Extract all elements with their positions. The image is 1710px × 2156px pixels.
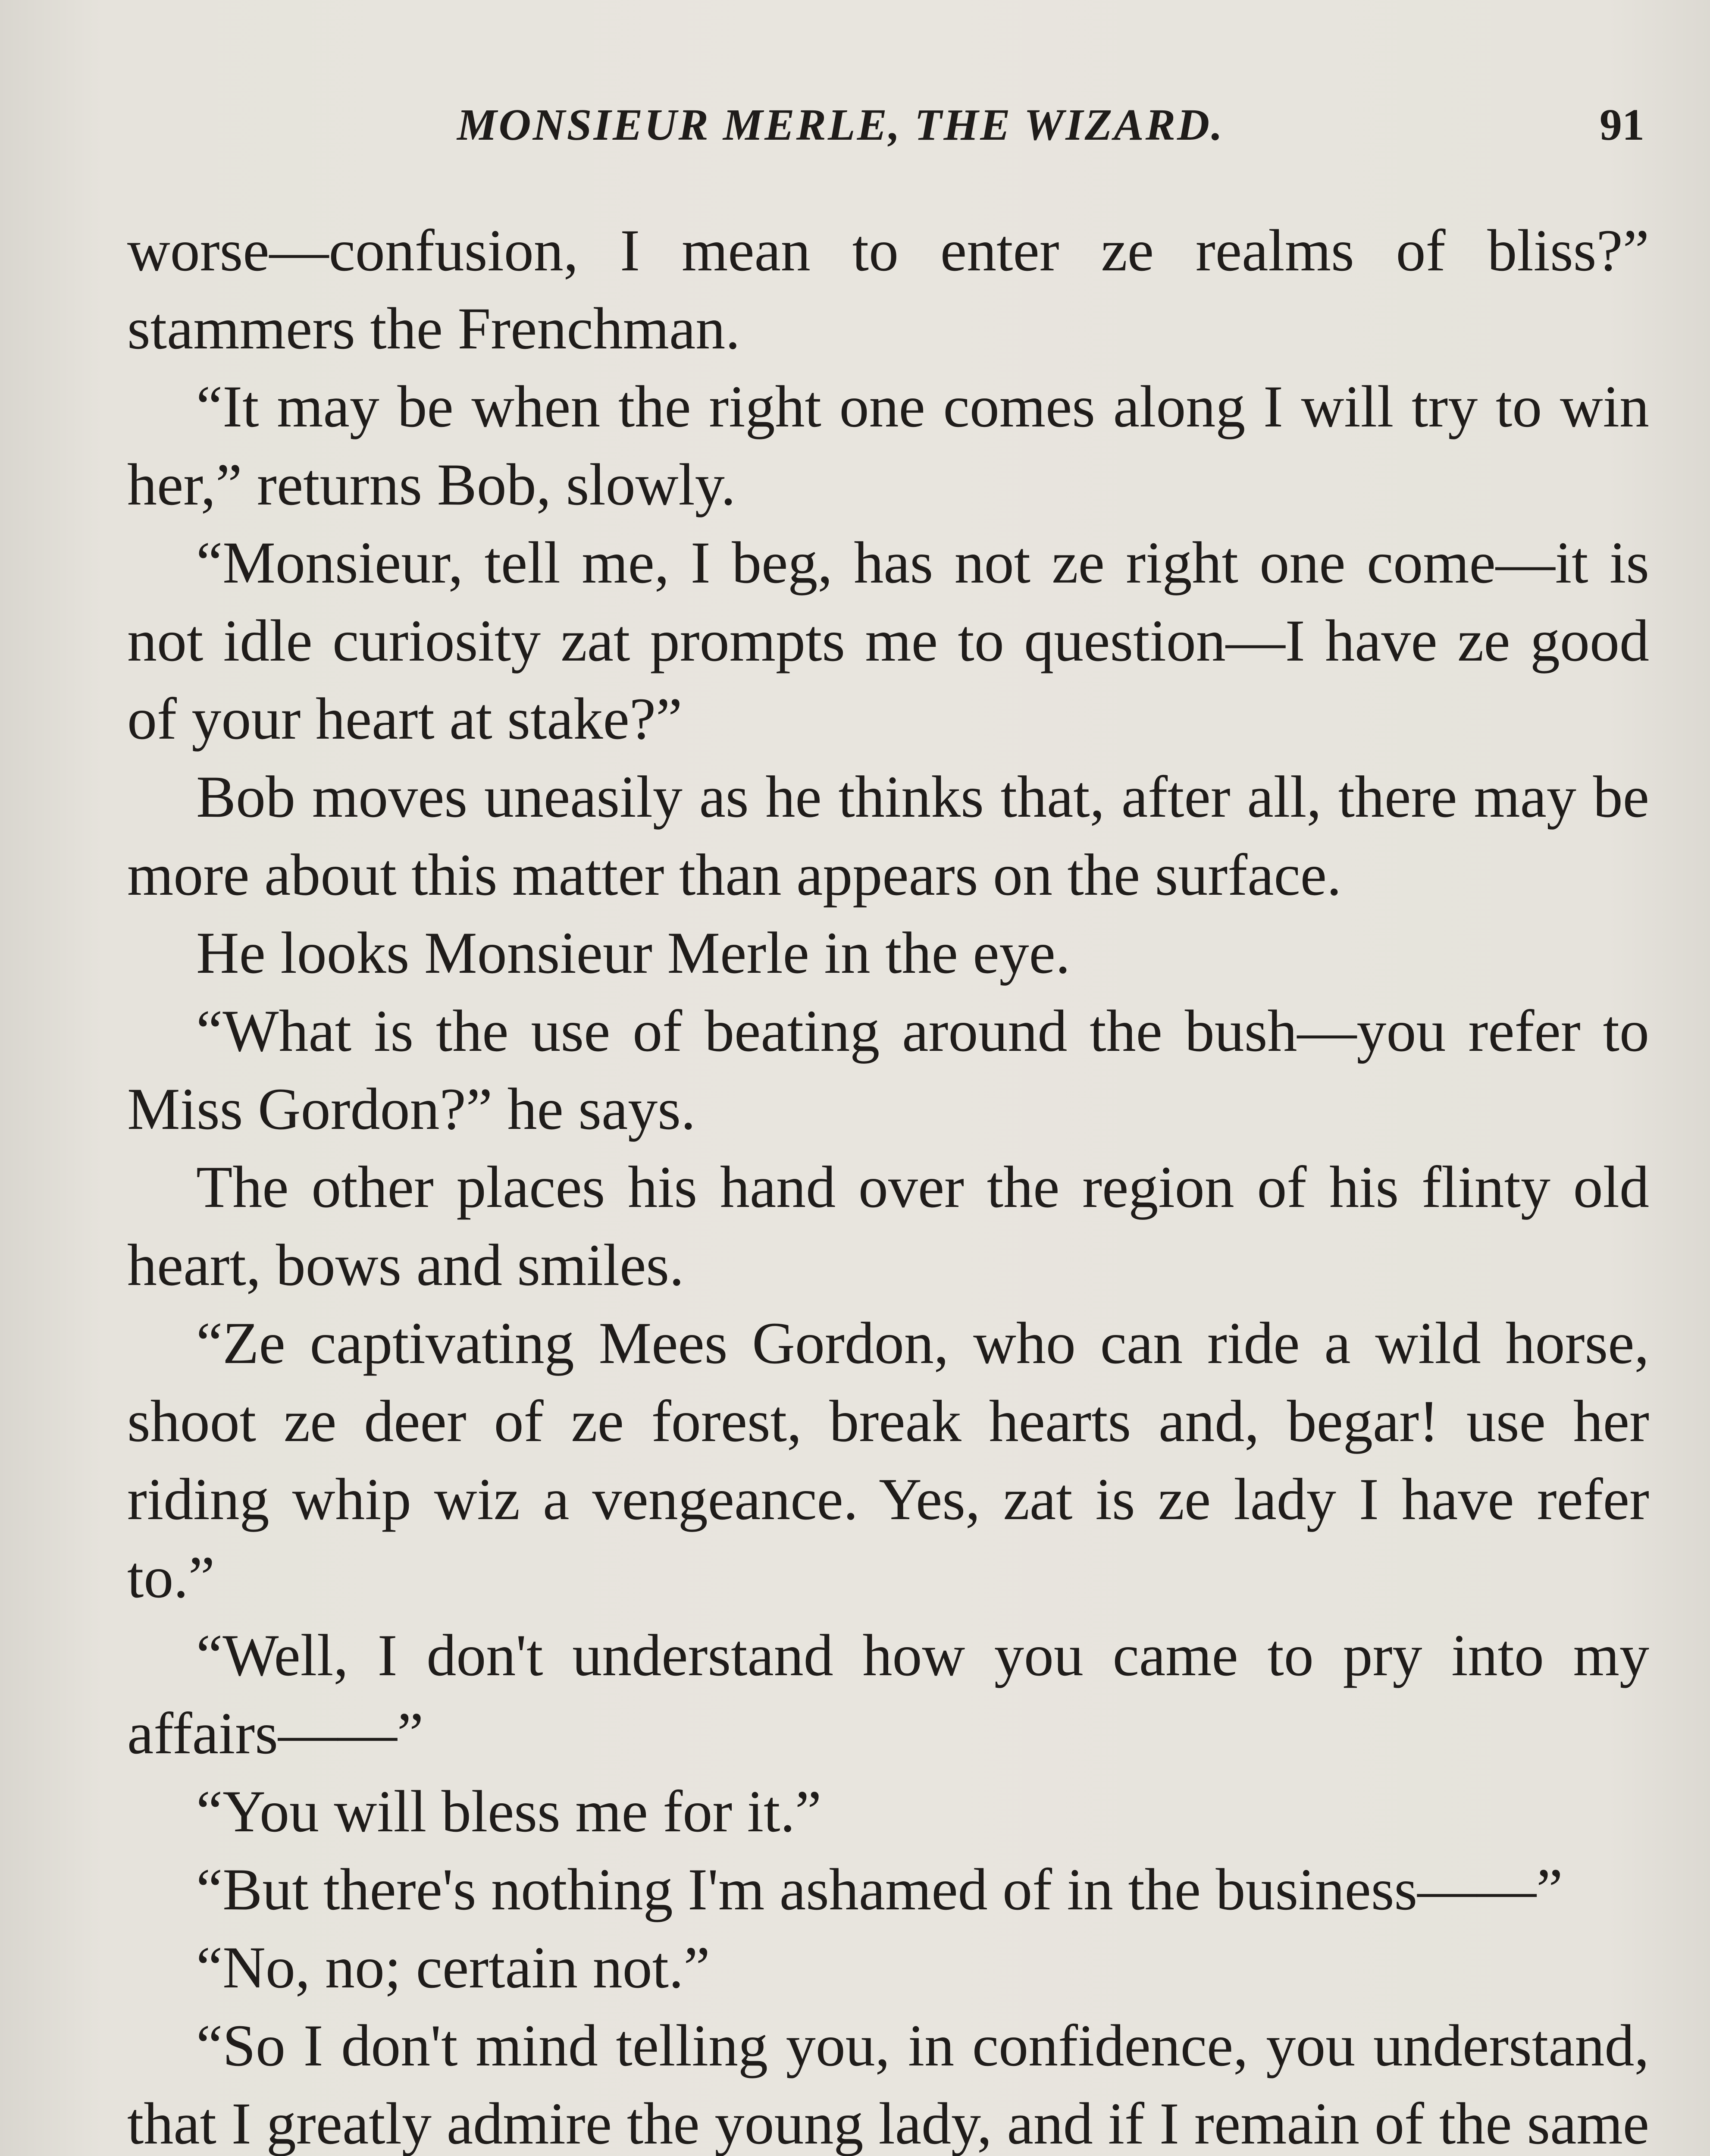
page-header xyxy=(0,99,1710,168)
paragraph: “So I don't mind telling you, in confidence, you understand, that I greatly admire the young lady, and if I remain of the same xyxy=(127,2012,1649,2156)
paragraph: worse—confusion, I mean to enter ze realms of bliss?” stammers the Frenchman. xyxy=(127,217,1649,361)
paragraph: “It may be when the right one comes along I will try to win her,” returns Bob, slowly. xyxy=(127,373,1649,517)
paragraph: He looks Monsieur Merle in the eye. xyxy=(196,920,1071,986)
paragraph: The other places his hand over the region of his flinty old heart, bows and smiles. xyxy=(127,1154,1649,1298)
paragraph: “What is the use of beating around the bush—you refer to Miss Gordon?” he says. xyxy=(127,998,1649,1142)
paragraph: “You will bless me for it.” xyxy=(196,1778,822,1844)
body-text xyxy=(127,211,1649,2156)
page-number: 91 xyxy=(1600,100,1644,150)
running-title: MONSIEUR MERLE, THE WIZARD. xyxy=(457,100,1225,150)
paragraph: Bob moves uneasily as he thinks that, after all, there may be more about this matter than appears on the surface. xyxy=(127,764,1649,908)
paragraph: “Well, I don't understand how you came to pry into my affairs——” xyxy=(127,1622,1649,1766)
paragraph: “Ze captivating Mees Gordon, who can ride a wild horse, shoot ze deer of ze forest, break hearts and, begar! use her riding whip wiz a vengeance. Yes, zat is ze lady I have refer to.” xyxy=(127,1310,1649,1610)
paragraph: “But there's nothing I'm ashamed of in the business——” xyxy=(196,1856,1563,1922)
paragraph: “No, no; certain not.” xyxy=(196,1934,710,2000)
paragraph: “Monsieur, tell me, I beg, has not ze right one come—it is not idle curiosity zat prompts me to question—I have ze good of your heart at stake?” xyxy=(127,530,1649,752)
